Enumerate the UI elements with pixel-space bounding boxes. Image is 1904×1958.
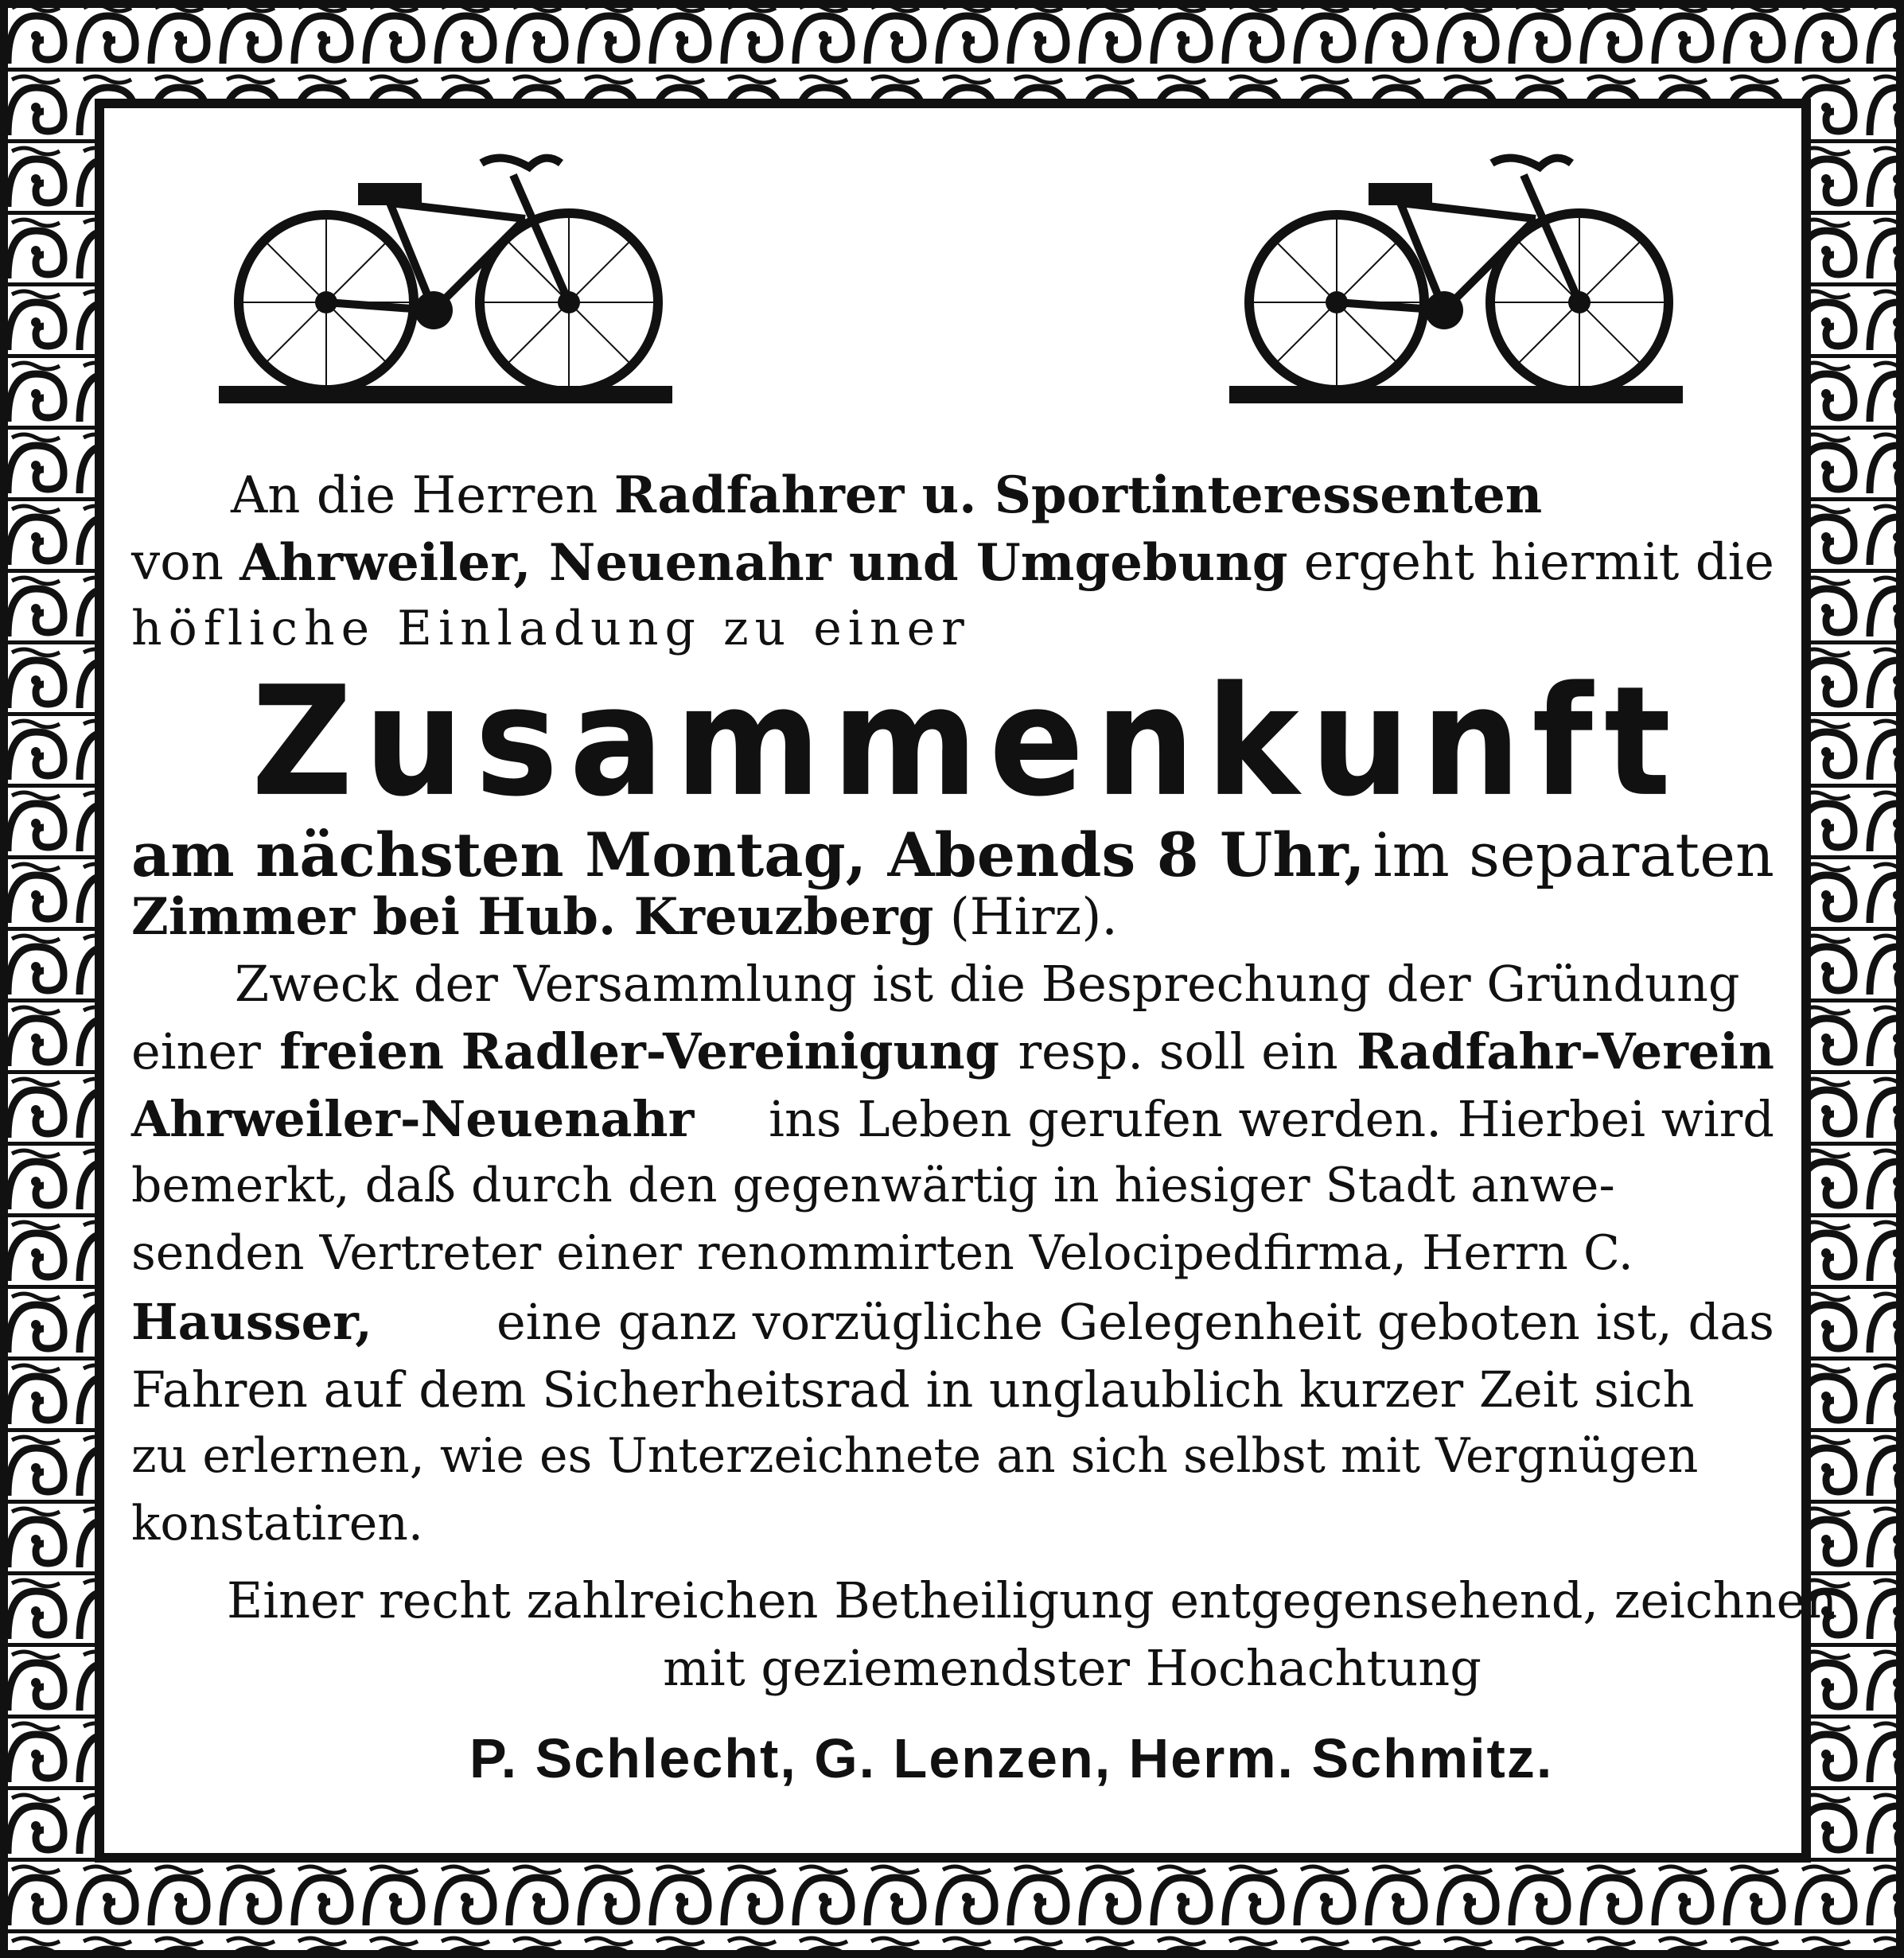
bicycle-illustration bbox=[219, 147, 672, 418]
body-line: senden Vertreter einer renommirten Velocipedfirma, Herrn C. bbox=[131, 1225, 1633, 1281]
when-line-2 bbox=[131, 887, 1774, 947]
venue: Zimmer bei Hub. Kreuzberg bbox=[131, 887, 934, 947]
body-emphasis: Ahrweiler-Neuenahr bbox=[131, 1090, 695, 1148]
intro-text: An die Herren bbox=[231, 466, 598, 525]
bicycle-illustration bbox=[1229, 147, 1683, 418]
body-line bbox=[131, 1022, 1774, 1080]
body-line: Zweck der Versammlung ist die Besprechung der Gründung bbox=[235, 955, 1740, 1013]
body-text: einer bbox=[131, 1022, 261, 1080]
bicycle-row bbox=[131, 119, 1774, 438]
intro-line-2 bbox=[131, 533, 1774, 593]
body-line: bemerkt, daß durch den gegenwärtig in hiesiger Stadt anwe- bbox=[131, 1158, 1615, 1213]
signatories: P. Schlecht, G. Lenzen, Herm. Schmitz. bbox=[469, 1727, 1554, 1789]
body-line: Fahren auf dem Sicherheitsrad in unglaublich kurzer Zeit sich bbox=[131, 1360, 1695, 1419]
body-line: konstatiren. bbox=[131, 1496, 424, 1551]
date-time: am nächsten Montag, Abends 8 Uhr, bbox=[131, 819, 1365, 890]
headline: Zusammenkunft bbox=[251, 653, 1683, 831]
body-text: ins Leben gerufen werden. Hierbei wird bbox=[769, 1090, 1774, 1148]
body-emphasis: Hausser, bbox=[131, 1293, 372, 1351]
body-text: eine ganz vorzügliche Gelegenheit geboten ist, das bbox=[496, 1293, 1774, 1351]
body-text: resp. soll ein bbox=[1018, 1022, 1338, 1080]
ad-content bbox=[131, 119, 1838, 1854]
body-line bbox=[131, 1090, 1774, 1148]
intro-places: Ahrweiler, Neuenahr und Umgebung bbox=[239, 533, 1288, 593]
body-emphasis: freien Radler-Vereinigung bbox=[279, 1022, 1000, 1080]
intro-audience: Radfahrer u. Sportinteressenten bbox=[613, 465, 1543, 525]
closing-line-1: Einer recht zahlreichen Betheiligung entgegensehend, zeichnen bbox=[227, 1571, 1838, 1629]
body-line bbox=[131, 1293, 1774, 1351]
body-line: zu erlernen, wie es Unterzeichnete an sich selbst mit Vergnügen bbox=[131, 1428, 1699, 1484]
location-text: im separaten bbox=[1373, 819, 1774, 890]
intro-line-3: höfliche Einladung zu einer bbox=[131, 601, 971, 656]
intro-line-1 bbox=[131, 465, 1774, 525]
venue-note: (Hirz). bbox=[949, 888, 1118, 947]
intro-text: von bbox=[131, 533, 224, 592]
when-line-1 bbox=[131, 819, 1774, 890]
closing-line-2: mit geziemendster Hochachtung bbox=[663, 1639, 1482, 1697]
body-emphasis: Radfahr-Verein bbox=[1357, 1022, 1774, 1080]
intro-text: ergeht hiermit die bbox=[1303, 533, 1774, 592]
